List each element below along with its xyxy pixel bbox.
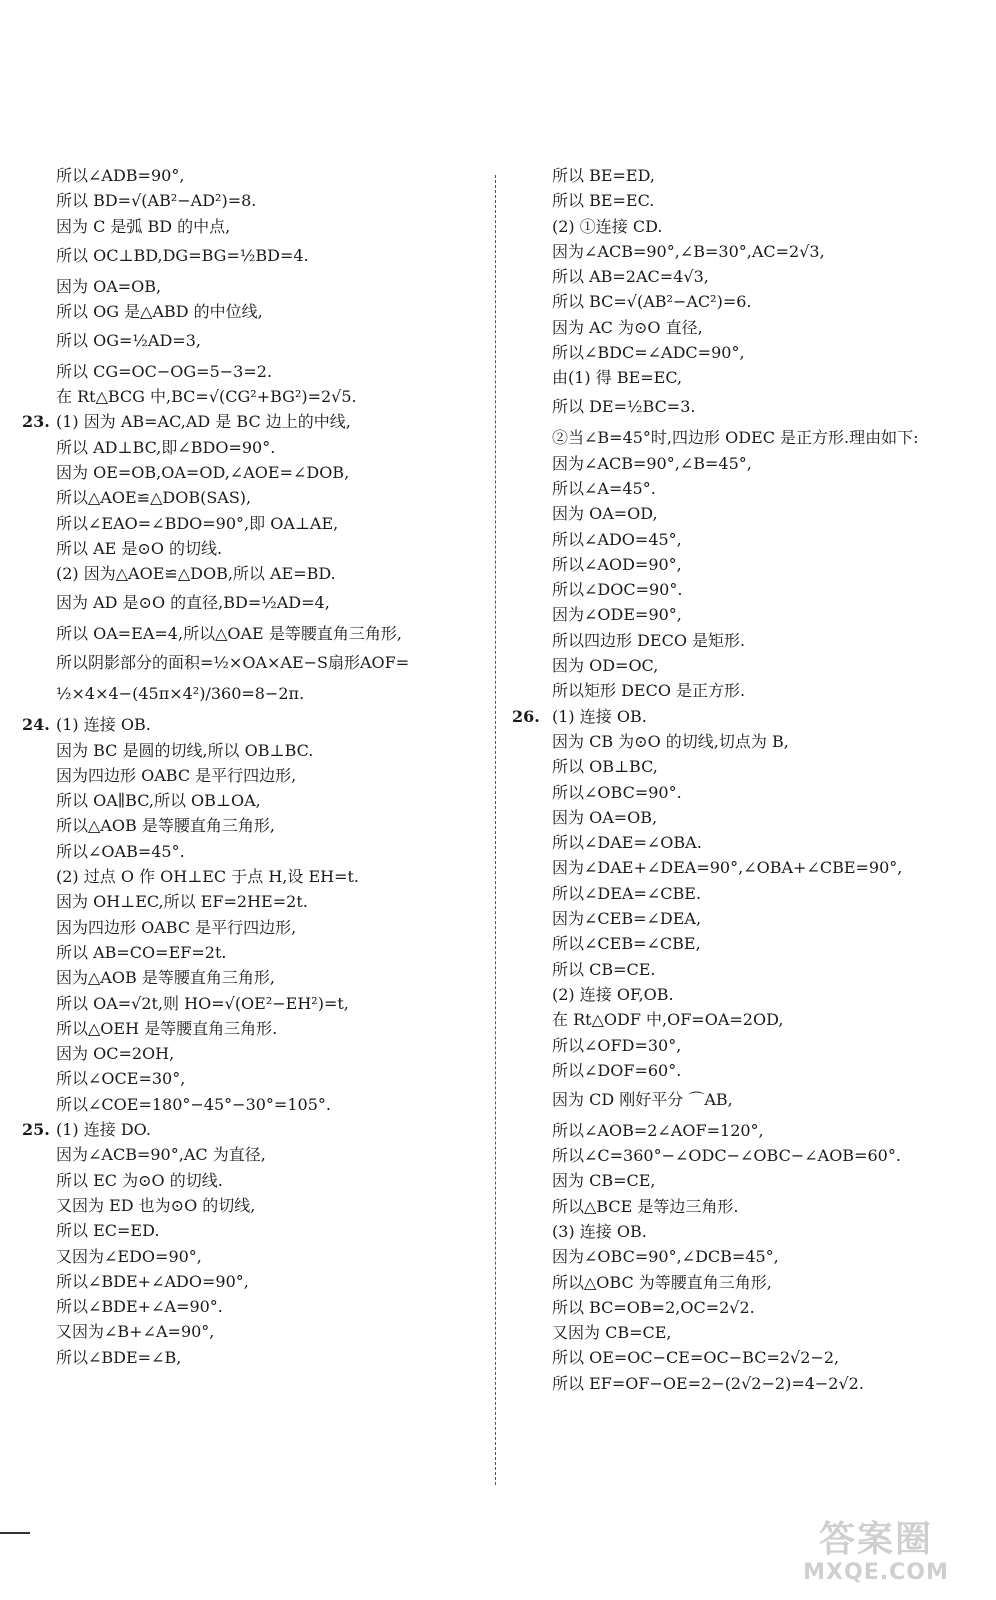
- solution-text: 所以 OC⊥BD,DG=BG=½BD=4.: [56, 245, 309, 265]
- solution-line: [520, 757, 970, 776]
- solution-line: [520, 1090, 970, 1109]
- solution-text: 所以矩形 DECO 是正方形.: [552, 681, 746, 701]
- solution-line: [520, 217, 970, 236]
- solution-text: 所以阴影部分的面积=½×OA×AE−S扇形AOF=: [56, 653, 410, 673]
- solution-text: 所以∠AOD=90°,: [552, 554, 682, 574]
- solution-line: [30, 1348, 480, 1367]
- solution-text: 所以∠ADB=90°,: [56, 166, 185, 185]
- solution-line: [520, 368, 970, 387]
- solution-line: [30, 514, 480, 533]
- solution-line: [30, 463, 480, 482]
- solution-line: [22, 715, 480, 735]
- solution-line: [520, 580, 970, 599]
- solution-line: [30, 684, 480, 703]
- solution-line: [520, 833, 970, 852]
- solution-line: [520, 1036, 970, 1055]
- solution-text: 所以 DE=½BC=3.: [552, 397, 696, 417]
- solution-line: [520, 808, 970, 827]
- solution-line: [30, 217, 480, 236]
- solution-line: [30, 1095, 480, 1114]
- solution-text: 因为 OC=2OH,: [56, 1044, 175, 1064]
- solution-text: 又因为∠EDO=90°,: [56, 1246, 202, 1266]
- solution-text: 所以 AB=2AC=4√3,: [552, 267, 709, 287]
- solution-line: [520, 985, 970, 1004]
- column-divider: [495, 175, 496, 1485]
- solution-text: 所以△OBC 为等腰直角三角形,: [552, 1272, 772, 1292]
- solution-line: [520, 1121, 970, 1140]
- solution-line: [30, 994, 480, 1013]
- solution-text: 因为△AOB 是等腰直角三角形,: [56, 968, 275, 988]
- solution-line: [30, 968, 480, 987]
- solution-line: [520, 732, 970, 751]
- solution-text: 所以△AOB 是等腰直角三角形,: [56, 816, 275, 836]
- solution-line: [30, 246, 480, 265]
- solution-line: [22, 412, 480, 432]
- solution-line: [30, 943, 480, 962]
- solution-text: 因为 OE=OB,OA=OD,∠AOE=∠DOB,: [56, 463, 350, 483]
- solution-text: 所以 OA∥BC,所以 OB⊥OA,: [56, 791, 261, 811]
- solution-text: 因为 OD=OC,: [552, 656, 659, 676]
- solution-line: [30, 166, 480, 185]
- solution-line: [30, 488, 480, 507]
- solution-text: 所以∠OCE=30°,: [56, 1069, 186, 1089]
- solution-text: (1) 连接 OB.: [56, 715, 151, 735]
- solution-text: 所以∠A=45°.: [552, 478, 656, 498]
- solution-line: [520, 1273, 970, 1292]
- solution-line: [520, 397, 970, 416]
- solution-text: 所以∠EAO=∠BDO=90°,即 OA⊥AE,: [56, 513, 339, 533]
- solution-line: [520, 1197, 970, 1216]
- solution-text: 所以∠COE=180°−45°−30°=105°.: [56, 1094, 331, 1114]
- solution-text: 因为∠ODE=90°,: [552, 605, 682, 625]
- solution-text: 所以 AD⊥BC,即∠BDO=90°.: [56, 437, 276, 457]
- solution-line: [30, 387, 480, 406]
- solution-text: 所以∠BDE=∠B,: [56, 1347, 182, 1367]
- problem-number: 23.: [22, 412, 50, 432]
- solution-line: [30, 1044, 480, 1063]
- solution-line: [30, 867, 480, 886]
- solution-text: ②当∠B=45°时,四边形 ODEC 是正方形.理由如下:: [552, 428, 919, 448]
- solution-text: 因为∠ACB=90°,∠B=30°,AC=2√3,: [552, 241, 825, 261]
- solution-text: 所以 CG=OC−OG=5−3=2.: [56, 361, 273, 381]
- solution-line: [520, 454, 970, 473]
- solution-text: (2) 过点 O 作 OH⊥EC 于点 H,设 EH=t.: [56, 867, 360, 887]
- solution-text: 因为四边形 OABC 是平行四边形,: [56, 917, 297, 937]
- solution-text: 所以 OG=½AD=3,: [56, 330, 201, 350]
- solution-line: [520, 934, 970, 953]
- solution-text: 所以∠ADO=45°,: [552, 529, 682, 549]
- solution-text: 又因为 ED 也为⊙O 的切线,: [56, 1195, 256, 1215]
- solution-text: 所以 AE 是⊙O 的切线.: [56, 538, 223, 558]
- watermark: [776, 1520, 976, 1590]
- solution-line: [520, 1171, 970, 1190]
- solution-text: 所以 EC=ED.: [56, 1221, 160, 1241]
- solution-text: (1) 因为 AB=AC,AD 是 BC 边上的中线,: [56, 412, 351, 432]
- solution-line: [520, 631, 970, 650]
- solution-text: (3) 连接 OB.: [552, 1221, 647, 1241]
- solution-text: 因为 OA=OD,: [552, 504, 658, 524]
- solution-text: 因为 CB 为⊙O 的切线,切点为 B,: [552, 731, 789, 751]
- solution-text: 因为∠ACB=90°,AC 为直径,: [56, 1145, 266, 1165]
- solution-line: [520, 1323, 970, 1342]
- solution-text: 所以 OE=OC−CE=OC−BC=2√2−2,: [552, 1348, 840, 1368]
- solution-text: 所以 BE=ED,: [552, 166, 655, 185]
- solution-line: [30, 1171, 480, 1190]
- solution-text: 所以 OA=EA=4,所以△OAE 是等腰直角三角形,: [56, 624, 402, 644]
- solution-text: 所以∠BDC=∠ADC=90°,: [552, 343, 745, 363]
- solution-line: [30, 331, 480, 350]
- solution-text: 因为 CD 刚好平分 ⌒AB,: [552, 1089, 733, 1109]
- solution-text: 所以 CB=CE.: [552, 959, 656, 979]
- solution-line: [30, 653, 480, 672]
- solution-text: (1) 连接 DO.: [56, 1120, 151, 1140]
- solution-line: [520, 242, 970, 261]
- solution-text: 因为 AD 是⊙O 的直径,BD=½AD=4,: [56, 593, 330, 613]
- solution-line: [520, 1348, 970, 1367]
- solution-line: [520, 504, 970, 523]
- solution-line: [30, 1221, 480, 1240]
- solution-line: [30, 624, 480, 643]
- solution-text: (2) ①连接 CD.: [552, 216, 663, 236]
- solution-text: 所以 BE=EC.: [552, 191, 655, 211]
- solution-text: 因为四边形 OABC 是平行四边形,: [56, 765, 297, 785]
- solution-line: [520, 1222, 970, 1241]
- solution-text: 因为∠DAE+∠DEA=90°,∠OBA+∠CBE=90°,: [552, 858, 903, 878]
- problem-number: 25.: [22, 1120, 50, 1140]
- solution-text: 又因为∠B+∠A=90°,: [56, 1322, 215, 1342]
- solution-line: [520, 1146, 970, 1165]
- solution-line: [520, 318, 970, 337]
- solution-text: 所以∠C=360°−∠ODC−∠OBC−∠AOB=60°.: [552, 1146, 901, 1166]
- solution-text: 所以 OG 是△ABD 的中位线,: [56, 301, 263, 321]
- solution-text: 因为 OA=OB,: [56, 276, 162, 296]
- solution-text: 所以 OA=√2t,则 HO=√(OE²−EH²)=t,: [56, 993, 349, 1013]
- solution-text: 所以∠BDE+∠ADO=90°,: [56, 1271, 249, 1291]
- solution-text: 因为∠CEB=∠DEA,: [552, 909, 702, 929]
- solution-text: 由(1) 得 BE=EC,: [552, 368, 683, 388]
- solution-line: [520, 858, 970, 877]
- solution-line: [520, 292, 970, 311]
- solution-text: 在 Rt△BCG 中,BC=√(CG²+BG²)=2√5.: [56, 387, 357, 407]
- solution-text: 所以∠CEB=∠CBE,: [552, 934, 701, 954]
- solution-text: 所以 OB⊥BC,: [552, 757, 658, 777]
- solution-line: [520, 884, 970, 903]
- solution-text: 所以 AB=CO=EF=2t.: [56, 942, 227, 962]
- solution-line: [30, 918, 480, 937]
- right-column: [512, 166, 970, 1399]
- solution-line: [520, 343, 970, 362]
- solution-text: 所以∠DOF=60°.: [552, 1060, 682, 1080]
- solution-text: 所以 EF=OF−OE=2−(2√2−2)=4−2√2.: [552, 1373, 864, 1393]
- solution-text: (2) 因为△AOE≌△DOB,所以 AE=BD.: [56, 564, 336, 584]
- solution-line: [30, 564, 480, 583]
- solution-line: [520, 960, 970, 979]
- solution-line: [520, 681, 970, 700]
- solution-text: 所以∠DAE=∠OBA.: [552, 833, 702, 853]
- solution-text: (2) 连接 OF,OB.: [552, 984, 674, 1004]
- solution-text: 因为∠OBC=90°,∠DCB=45°,: [552, 1247, 779, 1267]
- solution-text: 所以 BC=OB=2,OC=2√2.: [552, 1297, 755, 1317]
- solution-line: [520, 656, 970, 675]
- solution-text: 因为 BC 是圆的切线,所以 OB⊥BC.: [56, 740, 314, 760]
- solution-line: [30, 1322, 480, 1341]
- solution-line: [520, 267, 970, 286]
- solution-text: 在 Rt△ODF 中,OF=OA=2OD,: [552, 1010, 784, 1030]
- solution-line: [512, 706, 970, 726]
- solution-line: [520, 783, 970, 802]
- solution-text: 所以∠OBC=90°.: [552, 782, 682, 802]
- solution-line: [520, 909, 970, 928]
- solution-line: [30, 741, 480, 760]
- solution-line: [520, 428, 970, 447]
- solution-text: 所以∠AOB=2∠AOF=120°,: [552, 1120, 764, 1140]
- watermark-url: MXQE.COM: [803, 1560, 949, 1585]
- solution-text: 所以∠DOC=90°.: [552, 580, 683, 600]
- solution-line: [30, 816, 480, 835]
- solution-text: 因为 OA=OB,: [552, 807, 658, 827]
- solution-line: [520, 1374, 970, 1393]
- solution-text: 所以△BCE 是等边三角形.: [552, 1196, 739, 1216]
- solution-text: 又因为 CB=CE,: [552, 1323, 672, 1343]
- solution-line: [30, 302, 480, 321]
- solution-line: [520, 605, 970, 624]
- solution-text: ½×4×4−(45π×4²)/360=8−2π.: [56, 684, 305, 704]
- solution-line: [30, 1145, 480, 1164]
- solution-line: [520, 530, 970, 549]
- solution-line: [30, 593, 480, 612]
- solution-text: 所以∠OFD=30°,: [552, 1035, 682, 1055]
- solution-text: 因为 OH⊥EC,所以 EF=2HE=2t.: [56, 892, 308, 912]
- solution-line: [520, 555, 970, 574]
- watermark-logo: 答案圈: [818, 1519, 933, 1560]
- solution-line: [520, 1298, 970, 1317]
- solution-line: [30, 539, 480, 558]
- solution-line: [30, 1196, 480, 1215]
- solution-line: [30, 1247, 480, 1266]
- solution-line: [30, 1272, 480, 1291]
- solution-text: 因为 CB=CE,: [552, 1171, 656, 1191]
- solution-text: (1) 连接 OB.: [552, 706, 647, 726]
- solution-text: 所以 BD=√(AB²−AD²)=8.: [56, 191, 257, 211]
- solution-line: [520, 191, 970, 210]
- solution-line: [30, 362, 480, 381]
- solution-text: 因为 AC 为⊙O 直径,: [552, 317, 703, 337]
- solution-text: 所以 BC=√(AB²−AC²)=6.: [552, 292, 752, 312]
- solution-text: 所以∠BDE+∠A=90°.: [56, 1297, 223, 1317]
- solution-text: 所以 EC 为⊙O 的切线.: [56, 1170, 223, 1190]
- solution-text: 因为∠ACB=90°,∠B=45°,: [552, 453, 752, 473]
- solution-text: 所以四边形 DECO 是矩形.: [552, 630, 746, 650]
- solution-text: 因为 C 是弧 BD 的中点,: [56, 216, 231, 236]
- solution-line: [30, 438, 480, 457]
- solution-line: [30, 277, 480, 296]
- solution-line: [30, 191, 480, 210]
- solution-line: [30, 1019, 480, 1038]
- solution-line: [30, 791, 480, 810]
- solution-line: [30, 892, 480, 911]
- footer-rule: [0, 1532, 30, 1534]
- solution-line: [22, 1120, 480, 1140]
- solution-line: [30, 842, 480, 861]
- solution-line: [520, 1247, 970, 1266]
- solution-text: 所以△OEH 是等腰直角三角形.: [56, 1018, 278, 1038]
- solution-line: [520, 1061, 970, 1080]
- solution-line: [520, 166, 970, 185]
- left-column: [22, 166, 480, 1373]
- problem-number: 26.: [512, 706, 540, 726]
- problem-number: 24.: [22, 715, 50, 735]
- solution-line: [520, 479, 970, 498]
- solution-line: [30, 1069, 480, 1088]
- solution-line: [30, 766, 480, 785]
- solution-text: 所以∠OAB=45°.: [56, 841, 185, 861]
- solution-text: 所以△AOE≌△DOB(SAS),: [56, 488, 252, 508]
- solution-line: [30, 1297, 480, 1316]
- solution-line: [520, 1010, 970, 1029]
- solution-text: 所以∠DEA=∠CBE.: [552, 883, 702, 903]
